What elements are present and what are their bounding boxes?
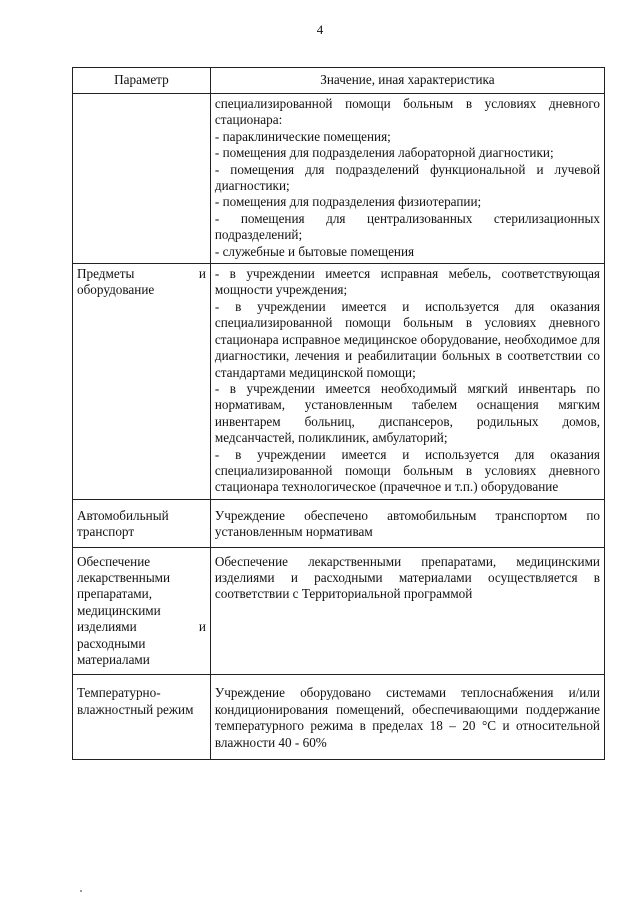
value-line: - помещения для централизованных стерилизационных подразделений; — [214, 210, 600, 243]
param-text: и — [198, 619, 206, 635]
param-text: оборудование — [77, 282, 155, 298]
value-line: - в учреждении имеется и используется для оказания специализированной помощи больным в условиях дневного стационара исправное медицинское оборудование, необходимое для диагностики, лечения и реабилитации больных в соответствии со стандартами медицинской помощи; — [214, 298, 600, 380]
param-cell — [73, 675, 211, 760]
table-row — [73, 675, 605, 760]
table-row — [73, 94, 605, 264]
header-param: Параметр — [73, 68, 211, 94]
value-line: Учреждение оборудовано системами теплоснабжения и/или кондиционирования помещений, обеспечивающими поддержание температурного режима в пределах 18 – 20 °С и относительной влажности 40 - 60% — [214, 685, 600, 750]
value-cell — [210, 547, 604, 675]
param-text: расходными — [77, 635, 146, 651]
value-line: - помещения для подразделения физиотерапии; — [214, 194, 482, 210]
param-cell — [73, 499, 211, 547]
param-text: медицинскими — [77, 602, 161, 618]
param-text: Температурно-влажностный режим — [77, 685, 194, 717]
param-text: Обеспечение — [77, 553, 151, 569]
param-text: Автомобильный транспорт — [77, 507, 169, 540]
value-line: - служебные и бытовые помещения — [214, 243, 415, 259]
param-text: Предметы — [77, 266, 135, 282]
characteristics-table — [72, 67, 605, 760]
param-text: материалами — [77, 652, 150, 667]
param-text: и — [198, 266, 206, 282]
value-line: - в учреждении имеется необходимый мягкий инвентарь по нормативам, установленным табелем оснащения мягким инвентарем больниц, диспансеров, родильных домов, медсанчастей, поликлиник, амбулаторий; — [214, 380, 600, 446]
param-cell — [73, 94, 211, 264]
param-text: изделиями — [77, 619, 137, 635]
value-line: Учреждение обеспечено автомобильным транспортом по установленным нормативам — [214, 507, 600, 540]
value-line: - параклинические помещения; — [214, 128, 391, 144]
value-line: Обеспечение лекарственными препаратами, медицинскими изделиями и расходными материалами осуществляется в соответствии с Территориальной программой — [214, 553, 600, 602]
param-cell — [73, 547, 211, 675]
table-header-row — [73, 68, 605, 94]
table-row — [73, 499, 605, 547]
param-text: препаратами, — [77, 586, 152, 602]
param-text: лекарственными — [77, 569, 171, 585]
scan-speck — [80, 890, 82, 892]
value-line: - помещения для подразделений функциональной и лучевой диагностики; — [214, 161, 600, 194]
table-row — [73, 264, 605, 500]
value-cell — [210, 499, 604, 547]
param-cell — [73, 264, 211, 500]
value-line: - помещения для подразделения лабораторной диагностики; — [214, 145, 554, 161]
table-row — [73, 547, 605, 675]
value-line: специализированной помощи больным в условиях дневного стационара: — [214, 96, 600, 128]
value-line: - в учреждении имеется и используется для оказания специализированной помощи больным в условиях дневного стационара технологическое (прачечное и т.п.) оборудование — [214, 446, 600, 495]
value-line: - в учреждении имеется исправная мебель, соответствующая мощности учреждения; — [214, 266, 600, 298]
value-cell — [210, 94, 604, 264]
value-cell — [210, 675, 604, 760]
header-value: Значение, иная характеристика — [210, 68, 604, 94]
value-cell — [210, 264, 604, 500]
page-number: 4 — [316, 22, 324, 37]
